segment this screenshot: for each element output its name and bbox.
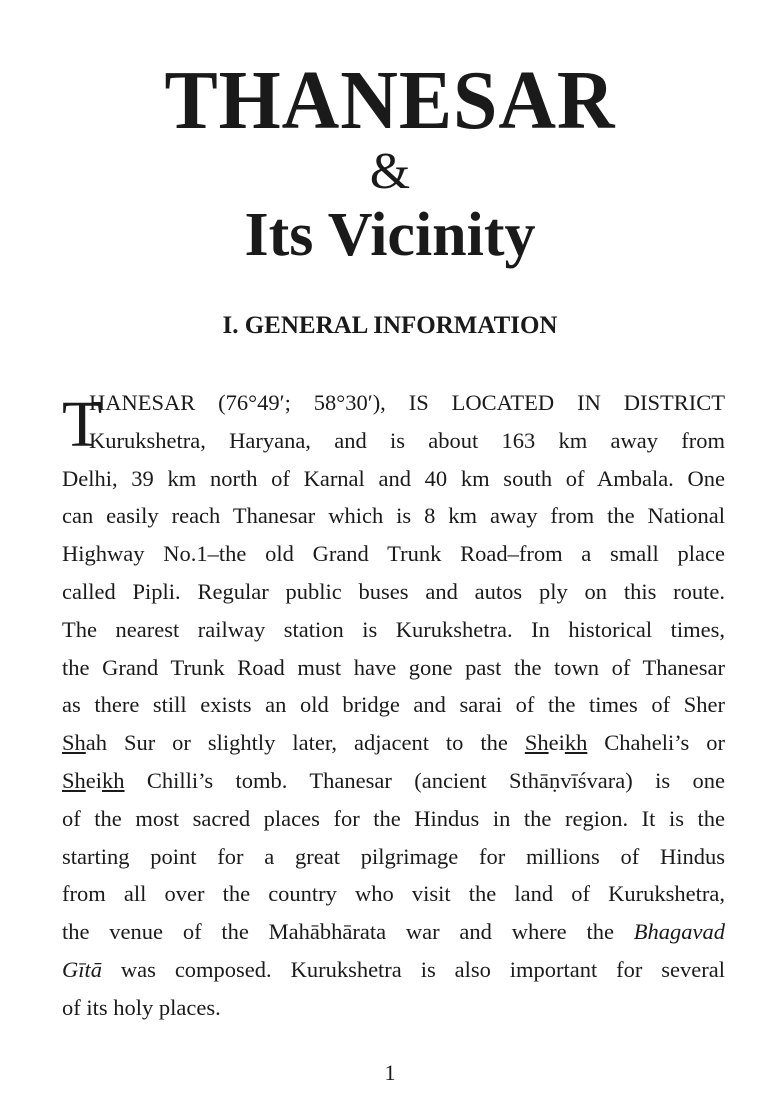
text-segment: Sh bbox=[524, 730, 549, 756]
text-line bbox=[62, 800, 725, 838]
text-segment: Sh bbox=[62, 767, 86, 793]
text-segment: Delhi, 39 km north of Karnal and 40 km south of Ambala. One bbox=[62, 465, 725, 491]
text-segment: Chilli’s tomb. Thanesar (ancient Sthāṇvīśvara) is one bbox=[124, 767, 725, 793]
text-segment: kh bbox=[564, 730, 588, 756]
text-segment: ei bbox=[85, 767, 103, 793]
text-line bbox=[62, 875, 725, 913]
body-paragraph bbox=[62, 384, 725, 1027]
text-segment: Highway No.1–the old Grand Trunk Road–from a small place bbox=[62, 541, 725, 567]
text-segment: Bhagavad bbox=[633, 919, 725, 945]
text-segment: ei bbox=[548, 730, 565, 756]
ampersand: & bbox=[369, 143, 411, 200]
text-line bbox=[62, 497, 725, 535]
text-line bbox=[62, 686, 725, 724]
page-number: 1 bbox=[384, 1060, 396, 1085]
text-segment: was composed. Kurukshetra is also important for several bbox=[102, 956, 725, 982]
text-segment: from all over the country who visit the land of Kurukshetra, bbox=[62, 881, 725, 907]
text-line bbox=[62, 460, 725, 498]
text-line bbox=[62, 913, 725, 951]
text-line bbox=[62, 724, 725, 762]
text-line bbox=[62, 611, 725, 649]
text-segment: Kurukshetra, Haryana, and is about 163 km away from bbox=[89, 427, 725, 453]
text-line bbox=[62, 762, 725, 800]
text-line bbox=[62, 649, 725, 687]
text-segment: the venue of the Mahābhārata war and where the bbox=[62, 919, 634, 945]
text-segment: ah Sur or slightly later, adjacent to the bbox=[85, 730, 525, 756]
text-segment: can easily reach Thanesar which is 8 km away from the National bbox=[62, 503, 725, 529]
text-line bbox=[62, 951, 725, 989]
text-line bbox=[89, 422, 725, 460]
text-line bbox=[62, 838, 725, 876]
book-subtitle: Its Vicinity bbox=[244, 201, 536, 269]
text-line bbox=[89, 384, 725, 422]
text-segment: the Grand Trunk Road must have gone past the town of Thanesar bbox=[62, 654, 725, 680]
text-line bbox=[62, 989, 725, 1027]
text-segment: of its holy places. bbox=[62, 994, 221, 1020]
text-segment: Gītā bbox=[62, 956, 103, 982]
text-segment: of the most sacred places for the Hindus in the region. It is the bbox=[62, 805, 725, 831]
text-segment: HANESAR (76°49′; 58°30′), IS LOCATED IN DISTRICT bbox=[89, 390, 725, 415]
text-line bbox=[62, 573, 725, 611]
text-line bbox=[62, 535, 725, 573]
text-segment: called Pipli. Regular public buses and autos ply on this route. bbox=[62, 578, 725, 604]
text-segment: Chaheli’s or bbox=[587, 730, 725, 756]
text-segment: The nearest railway station is Kurukshetra. In historical times, bbox=[62, 616, 725, 642]
text-segment: as there still exists an old bridge and sarai of the times of Sher bbox=[62, 692, 725, 718]
book-title: THANESAR bbox=[164, 54, 616, 147]
text-segment: Sh bbox=[62, 730, 86, 756]
text-segment: kh bbox=[102, 767, 125, 793]
drop-cap: T bbox=[62, 388, 103, 461]
text-segment: starting point for a great pilgrimage for millions of Hindus bbox=[62, 843, 725, 869]
section-heading: I. GENERAL INFORMATION bbox=[222, 312, 558, 339]
